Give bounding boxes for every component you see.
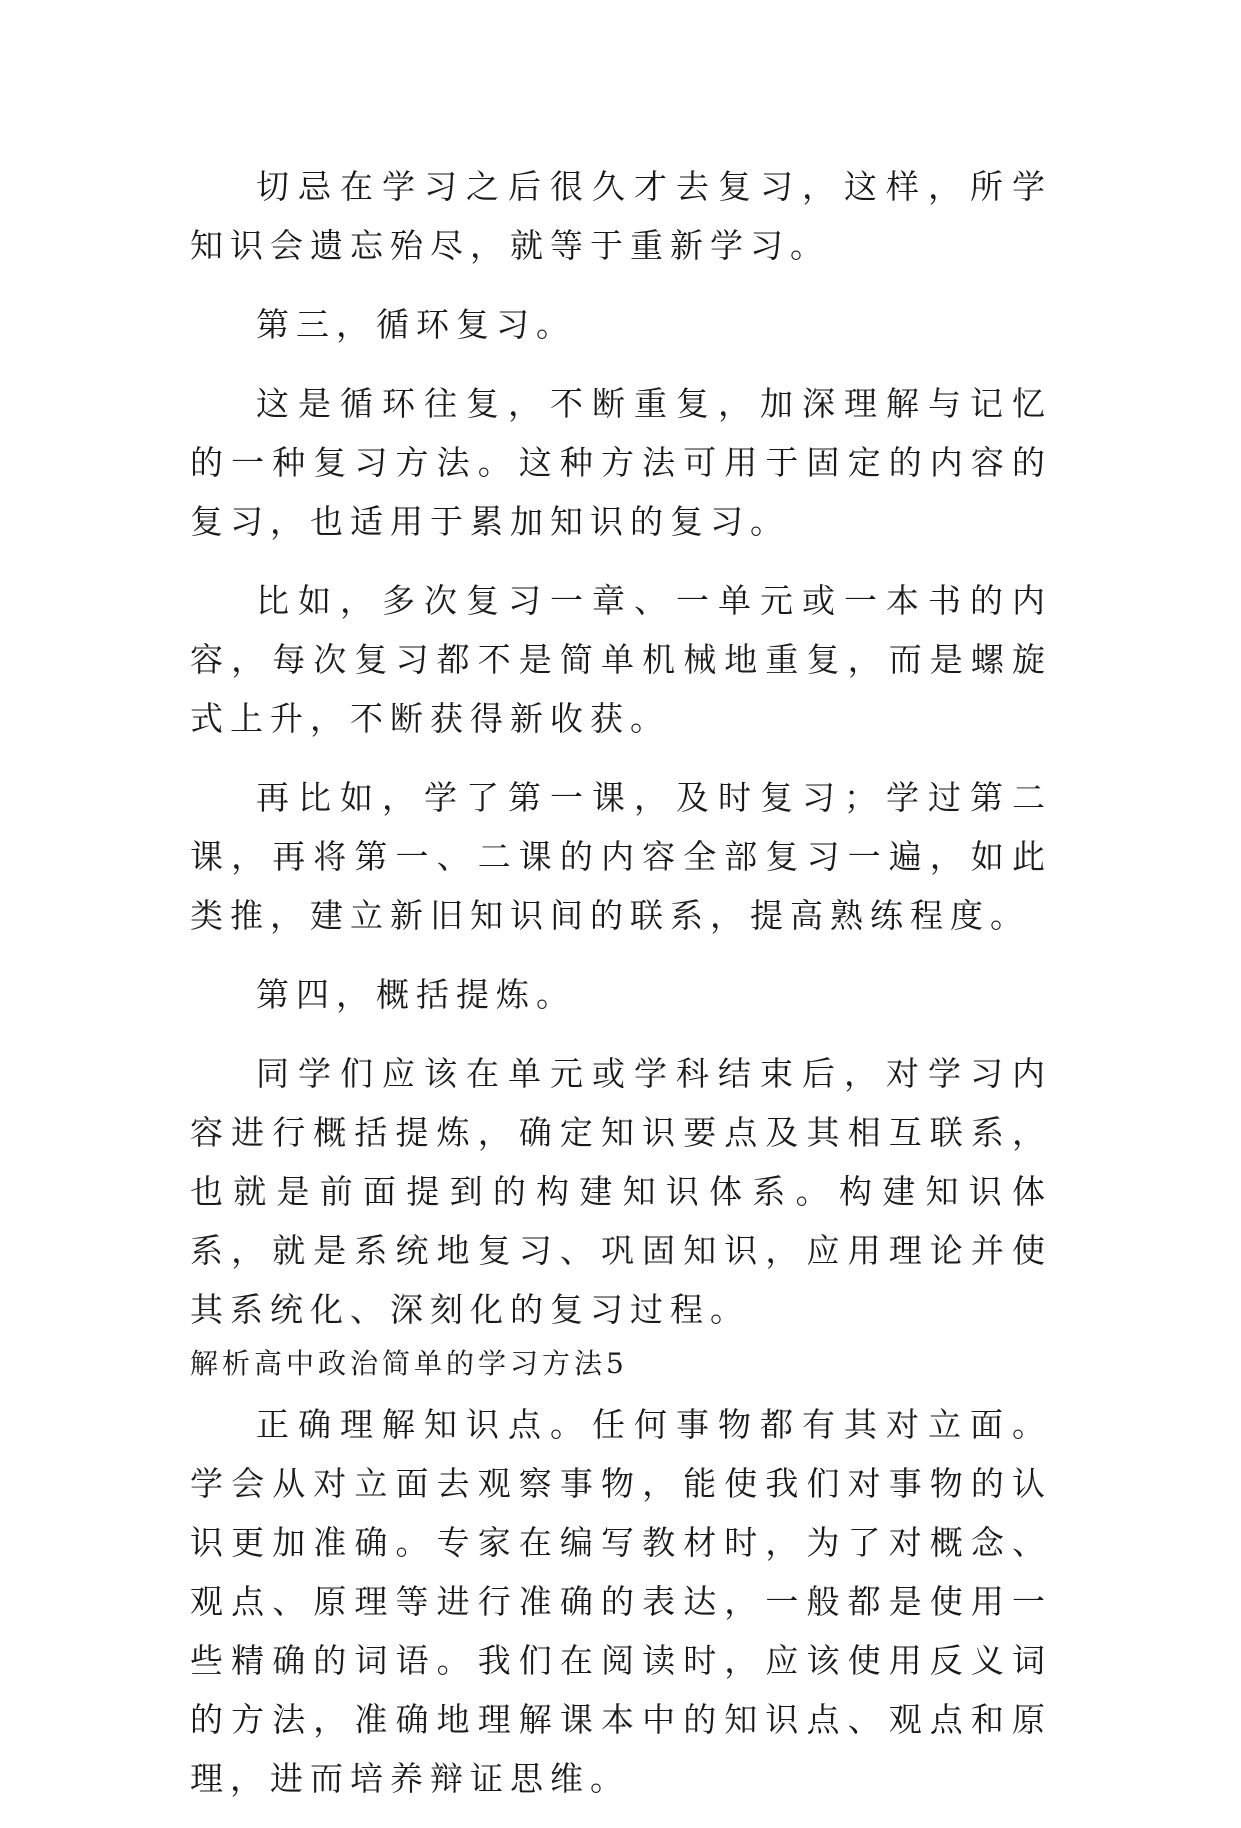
paragraph: 切忌在学习之后很久才去复习，这样，所学知识会遗忘殆尽，就等于重新学习。 — [190, 167, 1052, 265]
paragraph: 第四，概括提炼。 — [256, 975, 576, 1014]
document-body — [190, 157, 1052, 1828]
paragraph: 这是循环往复，不断重复，加深理解与记忆的一种复习方法。这种方法可用于固定的内容的复习，也适用于累加知识的复习。 — [190, 384, 1052, 541]
paragraph: 正确理解知识点。任何事物都有其对立面。学会从对立面去观察事物，能使我们对事物的认识更加准确。专家在编写教材时，为了对概念、观点、原理等进行准确的表达，一般都是使用一些精确的词语。我们在阅读时，应该使用反义词的方法，准确地理解课本中的知识点、观点和原理，进而培养辩证思维。 — [190, 1405, 1052, 1798]
section-heading: 解析高中政治简单的学习方法5 — [190, 1347, 628, 1380]
paragraph: 第三，循环复习。 — [256, 305, 576, 344]
paragraph: 比如，多次复习一章、一单元或一本书的内容，每次复习都不是简单机械地重复，而是螺旋式上升，不断获得新收获。 — [190, 581, 1052, 738]
paragraph: 同学们应该在单元或学科结束后，对学习内容进行概括提炼，确定知识要点及其相互联系，也就是前面提到的构建知识体系。构建知识体系，就是系统地复习、巩固知识，应用理论并使其系统化、深刻化的复习过程。 — [190, 1054, 1052, 1329]
paragraph: 再比如，学了第一课，及时复习；学过第二课，再将第一、二课的内容全部复习一遍，如此类推，建立新旧知识间的联系，提高熟练程度。 — [190, 778, 1052, 935]
